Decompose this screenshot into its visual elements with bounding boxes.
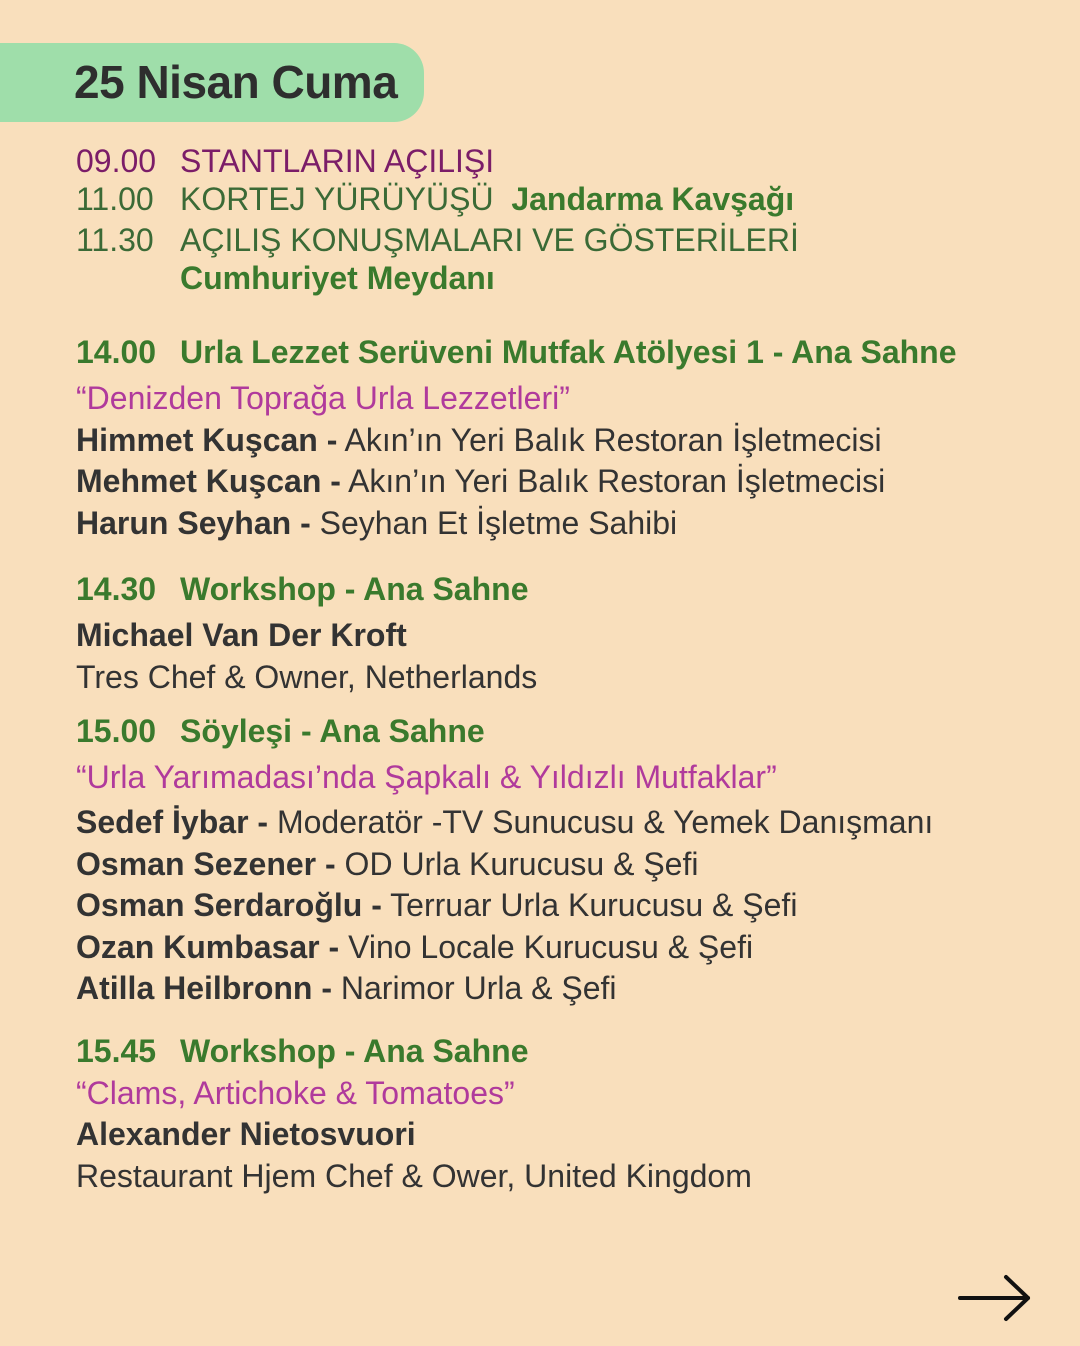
item-text: STANTLARIN AÇILIŞI <box>180 143 495 179</box>
item-time: 11.00 <box>76 181 154 217</box>
speaker-name: Himmet Kuşcan - <box>76 422 338 458</box>
speaker-role: Akın’ın Yeri Balık Restoran İşletmecisi <box>348 463 886 499</box>
session-3-header <box>76 711 485 751</box>
speaker-name: Michael Van Der Kroft <box>76 617 407 653</box>
speaker-name: Sedef İybar - <box>76 804 269 840</box>
schedule-item-opening <box>76 141 494 181</box>
speaker-row <box>76 503 677 543</box>
speaker-row <box>76 461 885 501</box>
session-time: 14.30 <box>76 571 157 607</box>
speaker-role: Moderatör -TV Sunucusu & Yemek Danışmanı <box>276 804 934 840</box>
speaker-name: Osman Serdaroğlu - <box>76 887 382 923</box>
session-4-subtitle: “Clams, Artichoke & Tomatoes” <box>76 1075 515 1111</box>
speaker-name: Alexander Nietosvuori <box>76 1116 416 1152</box>
speaker-row <box>76 927 753 967</box>
session-1-header <box>76 332 957 372</box>
session-title: Workshop - Ana Sahne <box>180 1033 529 1069</box>
speaker-row <box>76 885 797 925</box>
speaker-row <box>76 420 882 460</box>
speaker-role: Vino Locale Kurucusu & Şefi <box>348 929 754 965</box>
session-time: 15.45 <box>76 1033 157 1069</box>
session-time: 15.00 <box>76 713 157 749</box>
speaker-role: Terruar Urla Kurucusu & Şefi <box>390 887 798 923</box>
session-title: Urla Lezzet Serüveni Mutfak Atölyesi 1 - Ana Sahne <box>180 334 957 370</box>
arrow-right-icon[interactable] <box>958 1274 1032 1322</box>
item-text: AÇILIŞ KONUŞMALARI VE GÖSTERİLERİ <box>180 222 799 258</box>
schedule-item-cortege <box>76 179 794 219</box>
item-time: 11.30 <box>76 222 154 258</box>
speaker-role: OD Urla Kurucusu & Şefi <box>344 846 699 882</box>
session-4-header <box>76 1031 528 1071</box>
session-title: Söyleşi - Ana Sahne <box>180 713 485 749</box>
speaker-name: Ozan Kumbasar - <box>76 929 340 965</box>
item-place-cumhuriyet: Cumhuriyet Meydanı <box>180 260 495 296</box>
session-title: Workshop - Ana Sahne <box>180 571 529 607</box>
speaker-name: Osman Sezener - <box>76 846 336 882</box>
item-time: 09.00 <box>76 143 157 179</box>
speaker-name: Mehmet Kuşcan - <box>76 463 341 499</box>
speaker-name: Atilla Heilbronn - <box>76 970 332 1006</box>
speaker-role: Narimor Urla & Şefi <box>340 970 617 1006</box>
speaker-role: Restaurant Hjem Chef & Ower, United Kingdom <box>76 1158 752 1194</box>
speaker-row <box>76 802 933 842</box>
session-1-subtitle: “Denizden Toprağa Urla Lezzetleri” <box>76 380 570 416</box>
speaker-role: Seyhan Et İşletme Sahibi <box>319 505 678 541</box>
date-title: 25 Nisan Cuma <box>74 56 398 108</box>
session-3-subtitle: “Urla Yarımadası’nda Şapkalı & Yıldızlı Mutfaklar” <box>76 759 777 795</box>
speaker-role: Akın’ın Yeri Balık Restoran İşletmecisi <box>344 422 882 458</box>
schedule-item-speeches <box>76 220 799 260</box>
item-place: Jandarma Kavşağı <box>511 181 795 217</box>
speaker-role: Tres Chef & Owner, Netherlands <box>76 659 538 695</box>
item-text: KORTEJ YÜRÜYÜŞÜ <box>180 181 494 217</box>
speaker-row <box>76 968 617 1008</box>
speaker-name: Harun Seyhan - <box>76 505 311 541</box>
speaker-row <box>76 844 698 884</box>
date-header <box>0 43 424 122</box>
session-time: 14.00 <box>76 334 157 370</box>
session-2-header <box>76 569 528 609</box>
